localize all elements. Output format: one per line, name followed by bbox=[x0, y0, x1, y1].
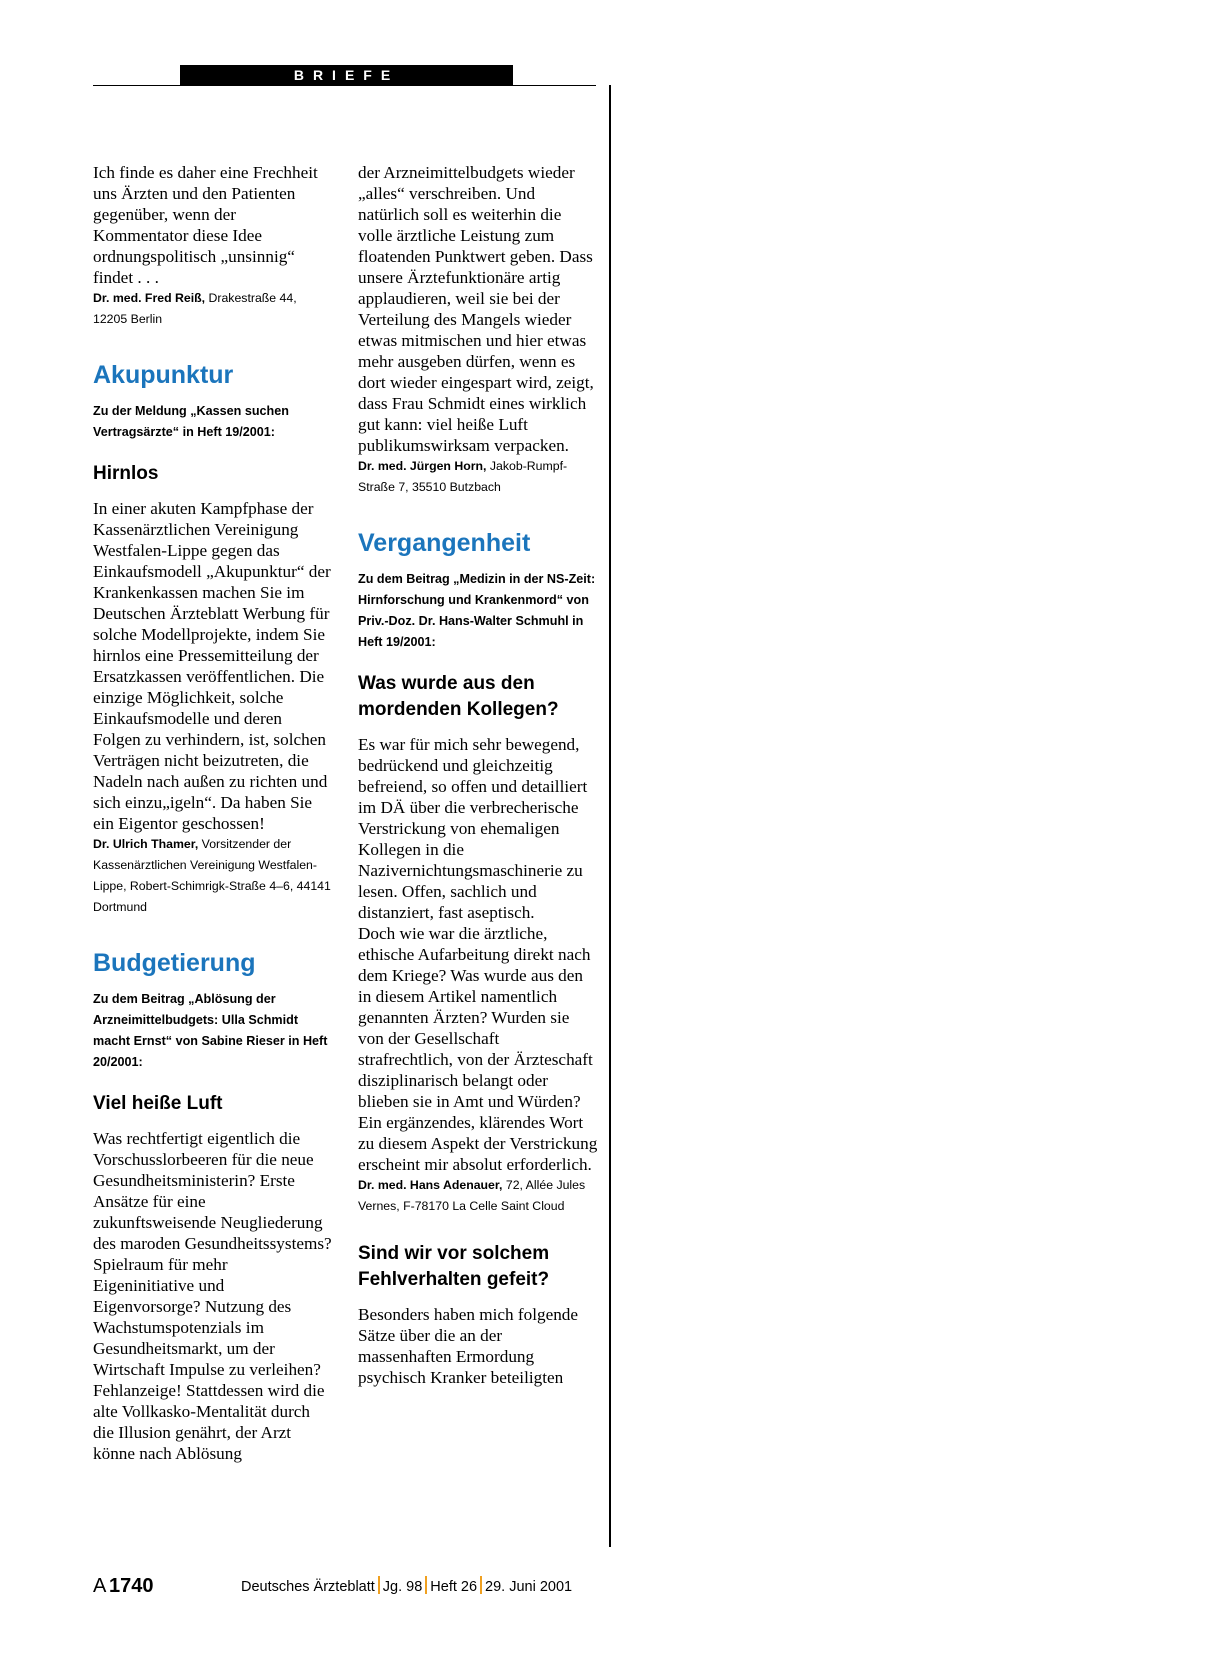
author-address: Jakob-Rumpf-Straße 7, 35510 Butzbach bbox=[358, 459, 568, 494]
author-address: Vorsitzender der Kassenärztlichen Vereinigung Westfalen-Lippe, Robert-Schimrigk-Straße 4–6, 44141 Dortmund bbox=[93, 837, 331, 914]
letter-signature bbox=[358, 1175, 598, 1217]
letter-signature bbox=[93, 834, 333, 918]
letter-text: In einer akuten Kampfphase der Kassenärztlichen Vereinigung Westfalen-Lippe gegen das Einkaufsmodell „Akupunktur“ der Krankenkassen machen Sie im Deutschen Ärzteblatt Werbung für solche Modellprojekte, indem Sie hirnlos eine Pressemitteilung der Ersatzkassen veröffentlichen. Die einzige Möglichkeit, solche Einkaufsmodelle und deren Folgen zu verhindern, ist, solchen Verträgen nicht beizutreten, die Nadeln nach außen zu richten und sich einzu„igeln“. Da haben Sie ein Eigentor geschossen! bbox=[93, 499, 331, 833]
topic-heading: Budgetierung bbox=[93, 949, 256, 977]
page-number: 1740 bbox=[109, 1575, 154, 1597]
reference-line: Zu dem Beitrag „Ablösung der Arzneimittelbudgets: Ulla Schmidt macht Ernst“ von Sabine Rieser in Heft 20/2001: bbox=[93, 992, 328, 1069]
letter-title: Hirnlos bbox=[93, 463, 159, 484]
right-column bbox=[358, 162, 598, 1388]
author-name: Dr. med. Hans Adenauer, bbox=[358, 1178, 503, 1192]
topic-heading: Akupunktur bbox=[93, 361, 234, 389]
journal-volume: Jg. 98 bbox=[382, 1579, 423, 1595]
letter-title: Viel heiße Luft bbox=[93, 1093, 223, 1114]
edition-label: A bbox=[93, 1575, 107, 1597]
author-name: Dr. med. Fred Reiß, bbox=[93, 291, 206, 305]
letter-text: Ich finde es daher eine Frechheit uns Ärzten und den Patienten gegenüber, wenn der Kommentator diese Idee ordnungspolitisch „unsinnig“ findet . . . bbox=[93, 163, 318, 287]
footer-separator bbox=[425, 1576, 427, 1594]
footer-separator bbox=[480, 1576, 482, 1594]
author-address: 72, Allée Jules Vernes, F-78170 La Celle Saint Cloud bbox=[358, 1178, 586, 1213]
reference-line: Zu dem Beitrag „Medizin in der NS-Zeit: Hirnforschung und Krankenmord“ von Priv.-Doz. Dr. Hans-Walter Schmuhl in Heft 19/2001: bbox=[358, 572, 596, 649]
author-name: Dr. Ulrich Thamer, bbox=[93, 837, 199, 851]
topic-heading: Vergangenheit bbox=[358, 529, 531, 557]
author-address: Drakestraße 44, 12205 Berlin bbox=[93, 291, 297, 326]
letter-signature bbox=[358, 456, 598, 498]
letter-text: der Arzneimittelbudgets wieder „alles“ verschreiben. Und natürlich soll es weiterhin die volle ärztliche Leistung zum floatenden Punktwert geben. Dass unsere Ärztefunktionäre artig applaudieren, weil sie bei der Verteilung des Mangels wieder etwas mitmischen und hier etwas mehr ausgeben dürfen, wenn es dort wieder eingespart wird, zeigt, dass Frau Schmidt eines wirklich gut kann: viel heiße Luft publikumswirksam verpacken. bbox=[358, 163, 594, 455]
reference-line: Zu der Meldung „Kassen suchen Vertragsärzte“ in Heft 19/2001: bbox=[93, 404, 289, 439]
letter-title: Was wurde aus den mordenden Kollegen? bbox=[358, 673, 559, 720]
author-name: Dr. med. Jürgen Horn, bbox=[358, 459, 487, 473]
column-rule-right bbox=[609, 85, 611, 1547]
letter-text: Besonders haben mich folgende Sätze über die an der massenhaften Ermordung psychisch Kranker beteiligten bbox=[358, 1305, 579, 1387]
left-column bbox=[93, 162, 333, 1464]
letter-text: Ein ergänzendes, klärendes Wort zu diesem Aspekt der Verstrickung erscheint mir absolut erforderlich. bbox=[358, 1113, 598, 1174]
letter-text: Es war für mich sehr bewegend, bedrückend und gleichzeitig befreiend, so offen und detailliert im DÄ über die verbrecherische Verstrickung von ehemaligen Kollegen in die Nazivernichtungsmaschinerie zu lesen. Offen, sachlich und distanziert, fast aseptisch. bbox=[358, 735, 588, 922]
letter-signature bbox=[93, 288, 333, 330]
footer-separator bbox=[378, 1576, 380, 1594]
issue-date: 29. Juni 2001 bbox=[485, 1579, 573, 1595]
section-header-bar: BRIEFE bbox=[180, 65, 513, 85]
journal-info bbox=[241, 1576, 572, 1598]
letter-text: Doch wie war die ärztliche, ethische Aufarbeitung direkt nach dem Kriege? Was wurde aus den in diesem Artikel namentlich genannten Ärzten? Wurden sie von der Gesellschaft strafrechtlich, von der Ärzteschaft disziplinarisch belangt oder blieben sie in Amt und Würden? bbox=[358, 924, 593, 1111]
letter-text: Was rechtfertigt eigentlich die Vorschusslorbeeren für die neue Gesundheitsministerin? Erste Ansätze für eine zukunftsweisende Neugliederung des maroden Gesundheitssystems? Spielraum für mehr Eigeninitiative und Eigenvorsorge? Nutzung des Wachstumspotenzials im Gesundheitsmarkt, um der Wirtschaft Impulse zu verleihen? Fehlanzeige! Stattdessen wird die alte Vollkasko-Mentalität durch die Illusion genährt, der Arzt könne nach Ablösung bbox=[93, 1129, 332, 1463]
journal-name: Deutsches Ärzteblatt bbox=[241, 1579, 375, 1595]
letter-title: Sind wir vor solchem Fehlverhalten gefeit? bbox=[358, 1243, 550, 1290]
header-rule bbox=[93, 85, 596, 86]
page-footer bbox=[93, 1572, 603, 1602]
journal-issue: Heft 26 bbox=[430, 1579, 478, 1595]
